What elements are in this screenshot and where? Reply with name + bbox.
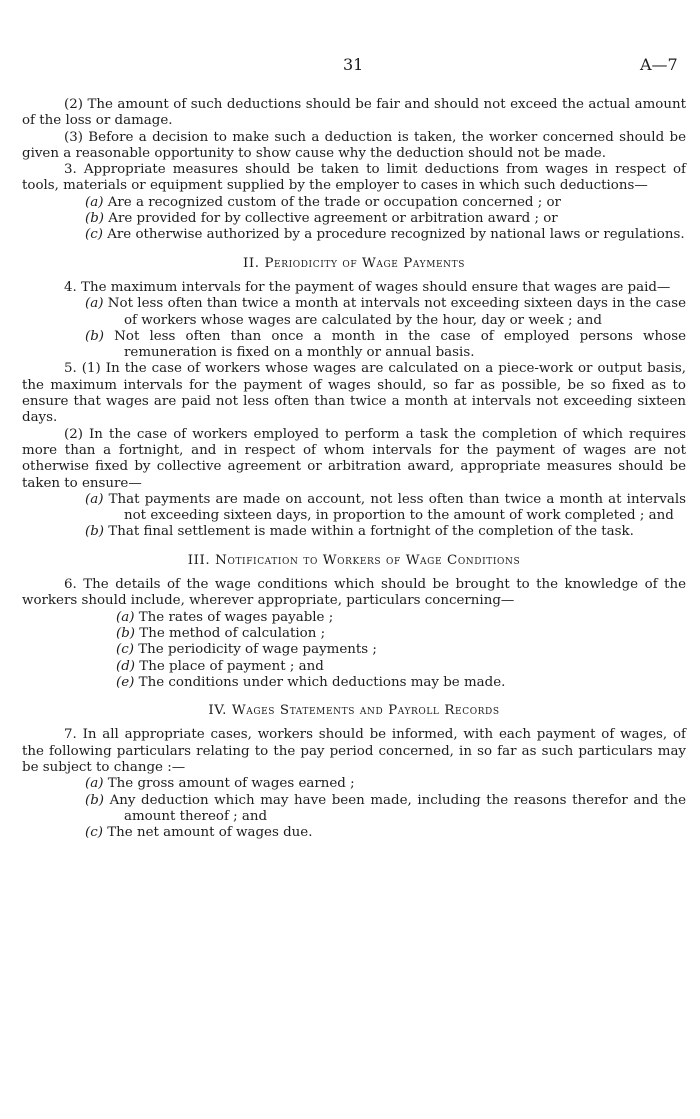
paragraph-2-2: (2) The amount of such deductions should be fair and should not exceed the actual amount of the loss or damage.	[22, 97, 686, 129]
paragraph-3: 3. Appropriate measures should be taken to limit deductions from wages in respect of tools, materials or equipment supplied by the employer to cases in which such deductions—	[22, 162, 686, 194]
list-item: (a) The rates of wages payable ;	[116, 609, 334, 625]
paragraph-4: 4. The maximum intervals for the payment of wages should ensure that wages are paid—	[64, 279, 671, 295]
list-item: (b) Are provided for by collective agreement or arbitration award ; or	[85, 211, 558, 227]
document-reference: A—7	[640, 55, 678, 74]
list-item: (b) The method of calculation ;	[116, 625, 326, 641]
section-heading-4: IV. Wages Statements and Payroll Records	[208, 703, 500, 719]
paragraph-6: 6. The details of the wage conditions which should be brought to the knowledge of the workers should include, wherever appropriate, particulars concerning—	[22, 577, 686, 609]
page-number: 31	[343, 55, 364, 74]
list-item: (b) Any deduction which may have been made, including the reasons therefor and the amount thereof ; and	[85, 792, 686, 824]
list-item: (c) The periodicity of wage payments ;	[116, 642, 377, 658]
list-item: (a) Are a recognized custom of the trade or occupation concerned ; or	[85, 194, 561, 210]
section-heading-3: III. Notification to Workers of Wage Conditions	[187, 552, 521, 568]
list-item: (b) Not less often than once a month in the case of employed persons whose remuneration is fixed on a monthly or annual basis.	[85, 328, 686, 361]
paragraph-2-3: (3) Before a decision to make such a deduction is taken, the worker concerned should be given a reasonable opportunity to show cause why the deduction should not be made.	[22, 129, 686, 161]
paragraph-7: 7. In all appropriate cases, workers should be informed, with each payment of wages, of the following particulars relating to the pay period concerned, in so far as such particulars may be subject to change :—	[22, 727, 686, 775]
section-heading-2: II. Periodicity of Wage Payments	[242, 255, 466, 271]
page-header	[0, 57, 700, 77]
list-item: (c) Are otherwise authorized by a procedure recognized by national laws or regulations.	[85, 227, 685, 243]
document-body	[22, 97, 686, 841]
list-item: (d) The place of payment ; and	[116, 658, 324, 674]
list-item: (c) The net amount of wages due.	[85, 825, 313, 841]
list-item: (a) The gross amount of wages earned ;	[85, 776, 355, 792]
list-item: (b) That final settlement is made within a fortnight of the completion of the task.	[85, 524, 634, 540]
list-item: (a) Not less often than twice a month at intervals not exceeding sixteen days in the case of workers whose wages are calculated by the hour, day or week ; and	[85, 296, 686, 328]
list-item: (e) The conditions under which deductions may be made.	[116, 674, 506, 690]
paragraph-5-2: (2) In the case of workers employed to perform a task the completion of which requires more than a fortnight, and in respect of whom intervals for the payment of wages are not otherwise fixed by collective agreement or arbitration award, appropriate measures should be taken to ensure—	[22, 426, 686, 491]
paragraph-5-1: 5. (1) In the case of workers whose wages are calculated on a piece-work or output basis, the maximum intervals for the payment of wages should, so far as possible, be so fixed as to ensure that wages are paid not less often than twice a month at intervals not exceeding sixteen days.	[22, 361, 686, 426]
list-item: (a) That payments are made on account, not less often than twice a month at intervals not exceeding sixteen days, in proportion to the amount of work completed ; and	[85, 491, 686, 524]
